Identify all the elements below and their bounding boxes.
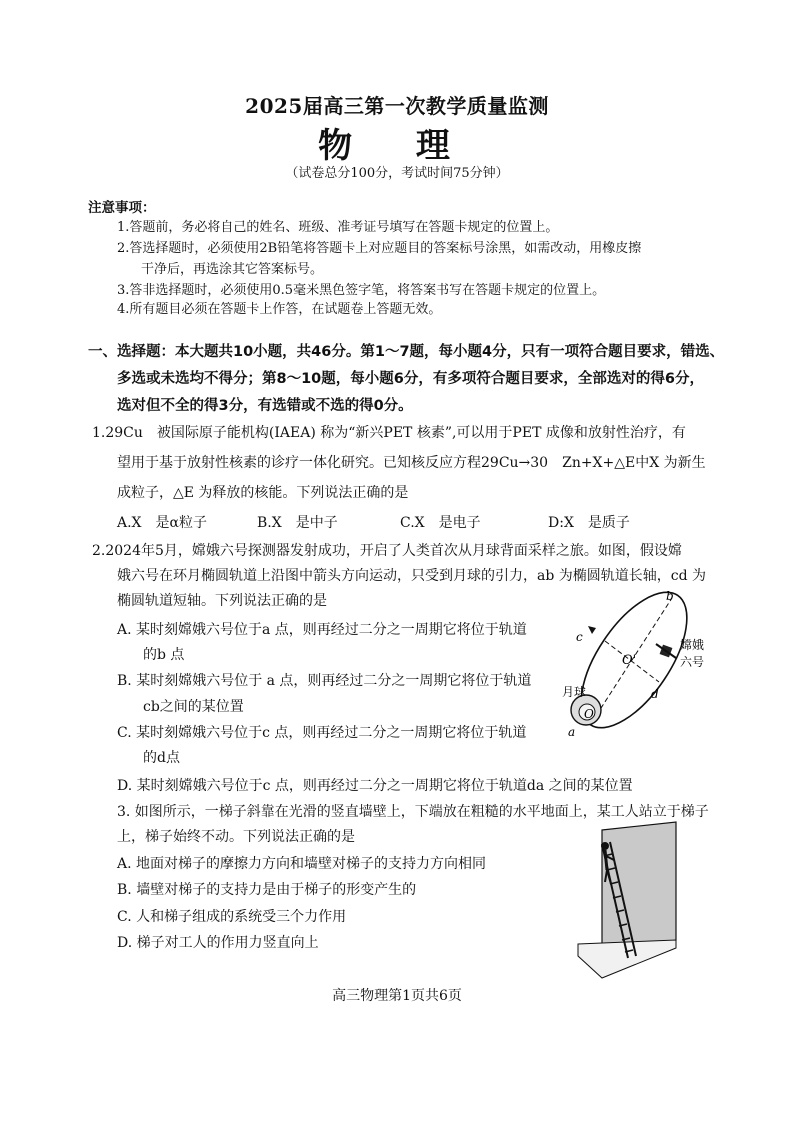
ground-shape <box>578 940 676 978</box>
probe-label-line-2: 六号 <box>680 655 705 669</box>
exam-meta: （试卷总分100分，考试时间75分钟） <box>285 166 509 181</box>
subject-title: 物 理 <box>318 126 476 166</box>
q1-line-2: 望用于基于放射性核素的诊疗一体化研究。已知核反应方程29Cu→30 Zn+X+△E中X 为新生 <box>117 455 706 471</box>
q3-option-a: A. 地面对梯子的摩擦力方向和墙壁对梯子的支持力方向相同 <box>117 856 487 872</box>
q1-option-c: C.X 是电子 <box>400 515 481 531</box>
q2-option-a-line-2: 的b 点 <box>143 647 185 663</box>
q3-option-b: B. 墙壁对梯子的支持力是由于梯子的形变产生的 <box>117 882 417 898</box>
ladder-figure <box>576 820 688 980</box>
q2-option-c-line-2: 的d点 <box>143 750 180 766</box>
q2-option-b-line-2: cb之间的某位置 <box>143 699 244 715</box>
q3-line-1: 3. 如图所示，一梯子斜靠在光滑的竖直墙壁上，下端放在粗糙的水平地面上，某工人站立于梯子 <box>117 804 709 820</box>
moon-label: 月球 <box>562 685 587 699</box>
q3-option-d: D. 梯子对工人的作用力竖直向上 <box>117 935 319 951</box>
direction-arrow-icon <box>588 626 596 634</box>
probe-label-line-1: 嫦娥 <box>680 638 705 652</box>
note-2-line-2: 干净后，再选涂其它答案标号。 <box>141 262 324 277</box>
q2-option-d: D. 某时刻嫦娥六号位于c 点，则再经过二分之一周期它将位于轨道da 之间的某位置 <box>117 778 633 794</box>
orbit-figure <box>552 586 722 746</box>
q2-option-a-line-1: A. 某时刻嫦娥六号位于a 点，则再经过二分之一周期它将位于轨道 <box>117 622 527 638</box>
q2-line-3: 椭圆轨道短轴。下列说法正确的是 <box>117 593 327 609</box>
q1-option-d: D:X 是质子 <box>548 515 630 531</box>
q3-line-2: 上，梯子始终不动。下列说法正确的是 <box>117 829 355 845</box>
q2-line-2: 娥六号在环月椭圆轨道上沿图中箭头方向运动，只受到月球的引力，ab 为椭圆轨道长轴，cd 为 <box>117 568 707 584</box>
section-1-line-1: 一、选择题：本大题共10小题，共46分。第1～7题，每小题4分，只有一项符合题目要求，错选、 <box>88 344 725 360</box>
orbit-label-c: c <box>576 630 583 644</box>
q1-option-a: A.X 是α粒子 <box>117 515 207 531</box>
notes-heading: 注意事项： <box>88 200 156 216</box>
note-4: 4.所有题目必须在答题卡上作答，在试题卷上答题无效。 <box>117 302 442 317</box>
section-1-line-3: 选对但不全的得3分，有选错或不选的得0分。 <box>117 398 413 414</box>
orbit-label-a: a <box>568 725 576 739</box>
q1-line-3: 成粒子，△E 为释放的核能。下列说法正确的是 <box>117 485 409 501</box>
q1-line-1: 1.29Cu 被国际原子能机构(IAEA) 称为“新兴PET 核素”,可以用于PET 成像和放射性治疗，有 <box>92 425 686 441</box>
orbit-label-b: b <box>666 589 674 603</box>
q2-option-b-line-1: B. 某时刻嫦娥六号位于 a 点，则再经过二分之一周期它将位于轨道 <box>117 673 532 689</box>
exam-title: 2025届高三第一次教学质量监测 <box>245 94 549 118</box>
probe-icon <box>656 644 676 658</box>
page-footer: 高三物理第1页共6页 <box>332 988 462 1004</box>
orbit-center-label: O' <box>622 653 637 668</box>
q1-option-b: B.X 是中子 <box>257 515 338 531</box>
q3-option-c: C. 人和梯子组成的系统受三个力作用 <box>117 909 347 925</box>
q2-option-c-line-1: C. 某时刻嫦娥六号位于c 点，则再经过二分之一周期它将位于轨道 <box>117 725 527 741</box>
note-1: 1.答题前，务必将自己的姓名、班级、准考证号填写在答题卡规定的位置上。 <box>117 220 559 235</box>
orbit-label-d: d <box>651 687 659 701</box>
q2-line-1: 2.2024年5月，嫦娥六号探测器发射成功，开启了人类首次从月球背面采样之旅。如图，假设嫦 <box>92 543 682 559</box>
note-2-line-1: 2.答选择题时，必须使用2B铅笔将答题卡上对应题目的答案标号涂黑，如需改动，用橡皮擦 <box>117 241 642 256</box>
section-1-line-2: 多选或未选均不得分；第8～10题，每小题6分，有多项符合题目要求，全部选对的得6分， <box>117 371 704 387</box>
note-3: 3.答非选择题时，必须使用0.5毫米黑色签字笔，将答案书写在答题卡规定的位置上。 <box>117 283 606 298</box>
moon-center-label: O <box>584 707 594 721</box>
